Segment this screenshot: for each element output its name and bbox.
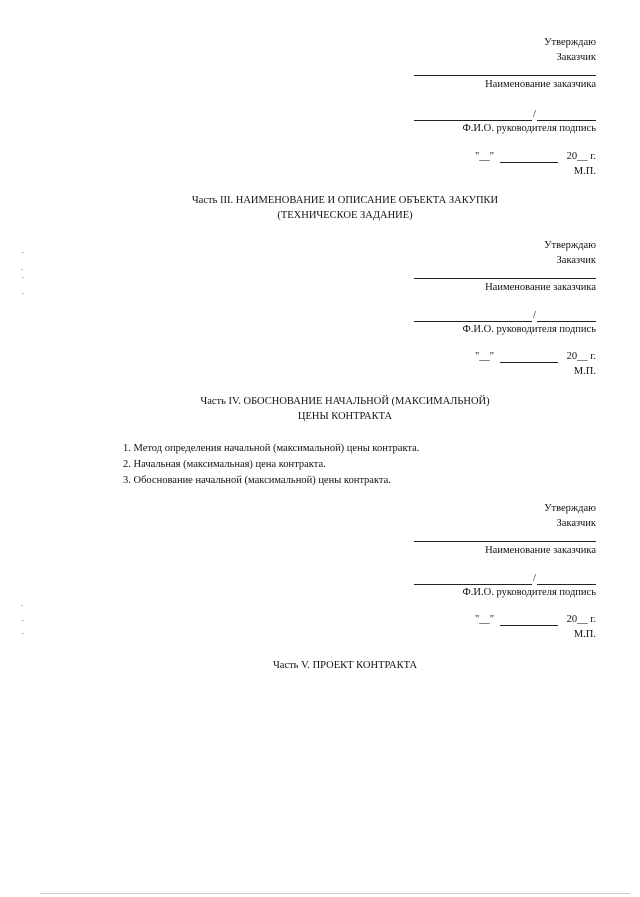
scan-mark <box>21 269 23 270</box>
date-month-line <box>500 362 558 363</box>
date-month-line <box>500 162 558 163</box>
date-year: 20__ г. <box>566 151 596 162</box>
slash: / <box>533 109 536 120</box>
customer-name-caption: Наименование заказчика <box>485 282 596 293</box>
scan-mark <box>21 605 23 606</box>
slash: / <box>533 573 536 584</box>
customer-label: Заказчик <box>556 518 596 529</box>
date-day: "__" <box>475 151 495 162</box>
customer-label: Заказчик <box>556 52 596 63</box>
scan-mark <box>22 277 24 278</box>
scan-mark <box>22 252 24 253</box>
date-year: 20__ г. <box>566 614 596 625</box>
list-item: 2. Начальная (максимальная) цена контракта. <box>123 459 326 470</box>
fio-line <box>414 584 532 585</box>
signature-line <box>537 584 596 585</box>
date-day: "__" <box>475 614 495 625</box>
scan-mark <box>22 293 24 294</box>
signature-caption: Ф.И.О. руководителя подпись <box>462 324 596 335</box>
part5-title: Часть V. ПРОЕКТ КОНТРАКТА <box>272 660 418 671</box>
fio-line <box>414 120 532 121</box>
date-year: 20__ г. <box>566 351 596 362</box>
signature-caption: Ф.И.О. руководителя подпись <box>462 587 596 598</box>
slash: / <box>533 310 536 321</box>
part4-title-line2: ЦЕНЫ КОНТРАКТА <box>297 411 393 422</box>
signature-caption: Ф.И.О. руководителя подпись <box>462 123 596 134</box>
scan-mark <box>22 620 24 621</box>
list-item: 1. Метод определения начальной (максимальной) цены контракта. <box>123 443 420 454</box>
customer-label: Заказчик <box>556 255 596 266</box>
customer-name-line <box>414 278 596 279</box>
approve-label: Утверждаю <box>544 37 596 48</box>
signature-line <box>537 120 596 121</box>
list-item: 3. Обоснование начальной (максимальной) цены контракта. <box>123 475 391 486</box>
customer-name-line <box>414 541 596 542</box>
part4-title-line1: Часть IV. ОБОСНОВАНИЕ НАЧАЛЬНОЙ (МАКСИМАЛЬНОЙ) <box>200 396 490 407</box>
stamp-label: М.П. <box>573 629 596 640</box>
date-day: "__" <box>475 351 495 362</box>
part3-title-line1: Часть III. НАИМЕНОВАНИЕ И ОПИСАНИЕ ОБЪЕКТА ЗАКУПКИ <box>191 195 499 206</box>
part3-title-line2: (ТЕХНИЧЕСКОЕ ЗАДАНИЕ) <box>277 210 413 221</box>
signature-line <box>537 321 596 322</box>
approve-label: Утверждаю <box>544 503 596 514</box>
customer-name-caption: Наименование заказчика <box>485 79 596 90</box>
customer-name-caption: Наименование заказчика <box>485 545 596 556</box>
stamp-label: М.П. <box>573 166 596 177</box>
page-bottom-edge <box>40 893 630 894</box>
fio-line <box>414 321 532 322</box>
stamp-label: М.П. <box>573 366 596 377</box>
approve-label: Утверждаю <box>544 240 596 251</box>
scan-mark <box>22 633 24 634</box>
date-month-line <box>500 625 558 626</box>
customer-name-line <box>414 75 596 76</box>
